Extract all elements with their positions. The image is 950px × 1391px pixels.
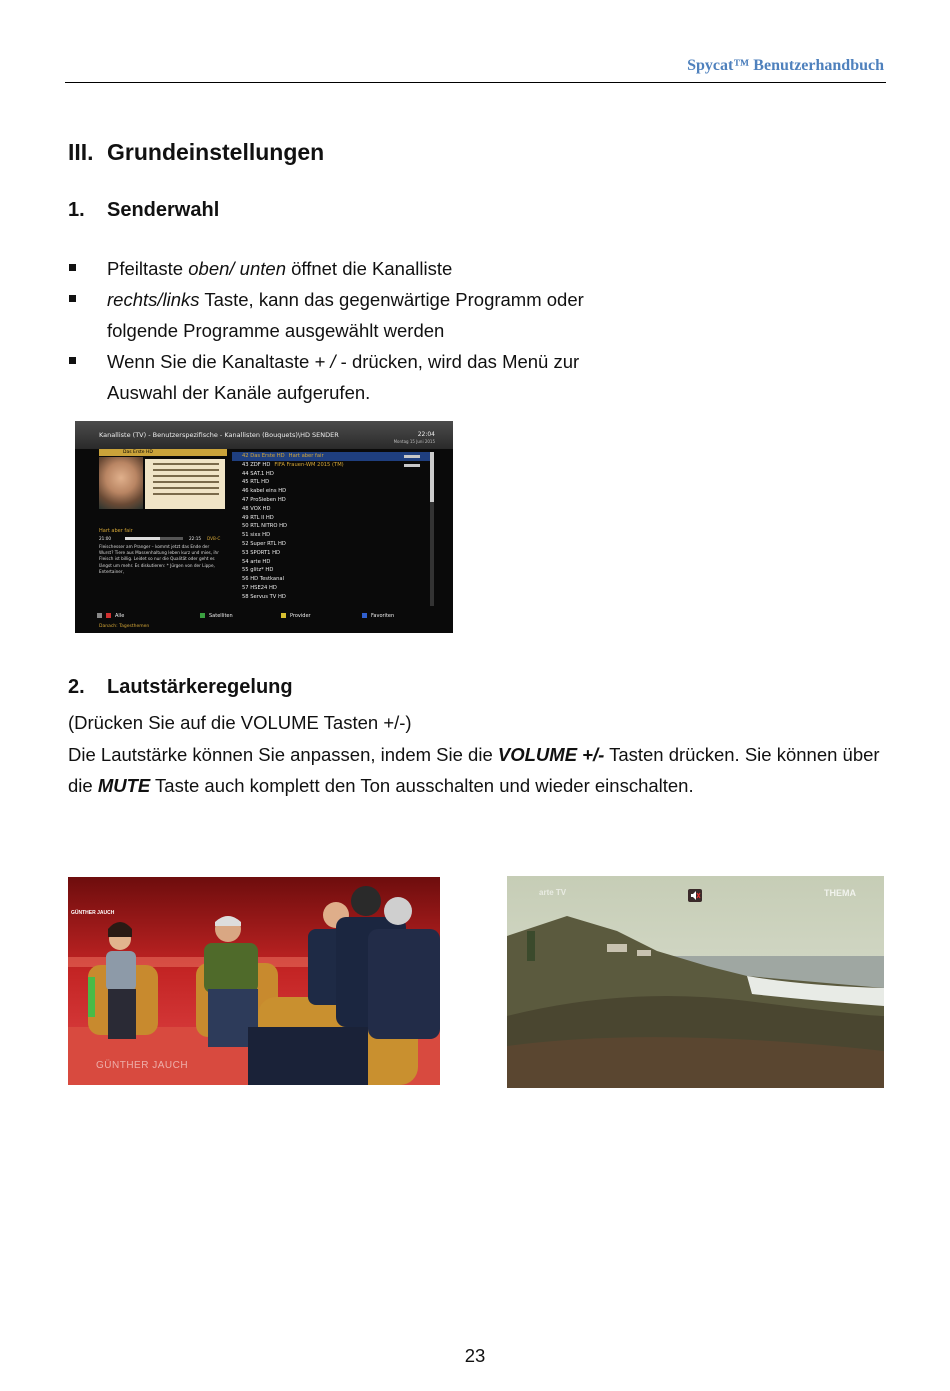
subsection-title: Senderwahl [107, 199, 220, 221]
bullet-text-after: öffnet die Kanalliste [285, 258, 453, 279]
bullet-item [68, 253, 608, 284]
channel-row[interactable] [232, 505, 432, 514]
channel-row[interactable] [232, 496, 432, 505]
channel-progress-bar [404, 464, 420, 467]
header-title: Spycat™ Benutzerhandbuch [687, 57, 884, 74]
tv-end-time: 22:15 [189, 536, 202, 541]
subsection-heading-lautstaerke [68, 676, 293, 699]
tv-clock: 22:04 [417, 431, 435, 438]
program-quote-card [145, 459, 225, 509]
tv-start-time: 21:00 [99, 536, 112, 541]
show-logo: GÜNTHER JAUCH [96, 1060, 189, 1071]
channel-label: 56 HD Testkanal [242, 576, 285, 583]
channel-row[interactable] [232, 566, 432, 575]
bullet-item [68, 284, 608, 346]
channel-label: 45 RTL HD [242, 479, 270, 486]
subsection-title: Lautstärkeregelung [107, 676, 293, 698]
bullet-list [68, 253, 608, 408]
channel-label: 55 glitz* HD [242, 567, 274, 574]
subsection-number: 1. [68, 199, 85, 221]
channel-label: 52 Super RTL HD [242, 540, 286, 547]
volume-paragraph [68, 707, 898, 802]
tv-button-bar [75, 607, 453, 633]
section-number: III. [68, 139, 94, 165]
talkshow-screenshot [68, 877, 440, 1085]
tv-button-provider[interactable]: Provider [281, 613, 311, 619]
channel-list[interactable] [232, 452, 432, 606]
tv-description: Fleischesser am Pranger – kommt jetzt das Ende der Wurst? Tiere aus Massenhaltung leben kurz und mies, ihr Fleisch ist billig. Leidet so nur die Qualität oder geht es längst um mehr. Es diskutieren: * Jürgen von der Lippe, Entertainer, [99, 544, 219, 574]
bullet-italic: + / [314, 351, 336, 372]
channel-row[interactable] [232, 584, 432, 593]
bullet-text-after: - drücken, wird das Menü zur Auswahl der Kanäle aufgerufen. [107, 351, 580, 403]
channel-row[interactable] [232, 461, 432, 470]
channel-row[interactable] [232, 478, 432, 487]
channel-event: Hart aber fair [288, 453, 324, 459]
program-logo: THEMA [824, 888, 856, 898]
show-logo-corner: GÜNTHER JAUCH [71, 910, 115, 916]
speaker-muted-icon [688, 889, 702, 902]
channel-logo: arte TV [539, 888, 567, 897]
bullet-text-before: Pfeiltaste [107, 258, 189, 279]
channel-row[interactable] [232, 593, 432, 602]
program-thumbnail [99, 457, 143, 509]
tv-button-satelliten[interactable]: Satelliten [200, 613, 233, 619]
channel-label: 48 VOX HD [242, 505, 271, 512]
volume-text: Die Lautstärke können Sie anpassen, indem Sie die VOLUME +/- Tasten drücken. Sie können über die MUTE Taste auch komplett den Ton ausschalten und wieder einschalten. [68, 743, 880, 796]
channel-progress-bar [404, 455, 420, 458]
channel-row[interactable] [232, 470, 432, 479]
tv-source: DVB-C [207, 536, 221, 541]
landscape-scene [507, 876, 884, 1088]
tv-title-bar [75, 421, 453, 449]
tv-date: Montag 15 Juni 2015 [393, 439, 435, 444]
landscape-mute-screenshot [507, 876, 884, 1088]
channel-label: 51 sixx HD [242, 532, 271, 539]
subsection-heading-senderwahl [68, 199, 219, 222]
tv-progress-bar [125, 537, 183, 540]
page-number: 23 [464, 1345, 486, 1366]
bullet-item [68, 346, 608, 408]
channel-row[interactable] [232, 487, 432, 496]
channel-row[interactable] [232, 531, 432, 540]
tv-next-program: Danach: Tagesthemen [99, 624, 150, 629]
volume-line1: (Drücken Sie auf die VOLUME Tasten +/-) [68, 712, 412, 733]
header-rule [65, 82, 886, 83]
bullet-text-after: Taste, kann das gegenwärtige Programm oder folgende Programme ausgewählt werden [107, 289, 584, 341]
bullet-italic: oben/ unten [188, 258, 286, 279]
bullet-square-icon [69, 264, 76, 271]
channel-row[interactable] [232, 522, 432, 531]
tv-current-title: Hart aber fair [99, 528, 133, 534]
channel-row[interactable] [232, 452, 432, 461]
channel-row[interactable] [232, 540, 432, 549]
tv-program-header: Das Erste HD [99, 449, 227, 456]
channel-label: 42 Das Erste HD [242, 453, 285, 459]
talkshow-scene [68, 877, 440, 1085]
channel-label: 54 arte HD [242, 558, 271, 565]
bullet-square-icon [69, 295, 76, 302]
bullet-italic: rechts/links [107, 289, 200, 310]
channel-label: 58 Servus TV HD [242, 593, 286, 600]
channel-list-screenshot [75, 421, 453, 633]
mute-keyword: MUTE [97, 775, 151, 796]
channel-label: 50 RTL NITRO HD [242, 523, 287, 530]
channel-label: 53 SPORT1 HD [242, 549, 280, 556]
channel-row[interactable] [232, 558, 432, 567]
channel-row[interactable] [232, 514, 432, 523]
volume-keyword: VOLUME +/- [497, 743, 605, 765]
channel-label: 46 kabel eins HD [242, 488, 287, 495]
section-heading [68, 139, 324, 166]
channel-list-scrollbar[interactable] [430, 452, 434, 606]
channel-label: 57 HSE24 HD [242, 584, 277, 591]
channel-label: 43 ZDF HD [242, 461, 271, 468]
channel-row[interactable] [232, 549, 432, 558]
channel-label: 44 SAT.1 HD [242, 470, 274, 477]
channel-label: 49 RTL II HD [242, 514, 274, 521]
bullet-square-icon [69, 357, 76, 364]
subsection-number: 2. [68, 676, 85, 698]
tv-title: Kanalliste (TV) - Benutzerspezifische - Kanallisten (Bouquets)\HD SENDER [99, 431, 339, 439]
tv-button-favoriten[interactable]: Favoriten [362, 613, 394, 619]
bullet-text-before: Wenn Sie die Kanaltaste [107, 351, 315, 372]
tv-button-alle[interactable]: Alle [97, 613, 124, 619]
section-title: Grundeinstellungen [107, 139, 325, 165]
channel-row[interactable] [232, 575, 432, 584]
channel-label: 47 ProSieben HD [242, 496, 286, 503]
channel-event: FIFA Frauen-WM 2015 (TM) [274, 461, 344, 468]
